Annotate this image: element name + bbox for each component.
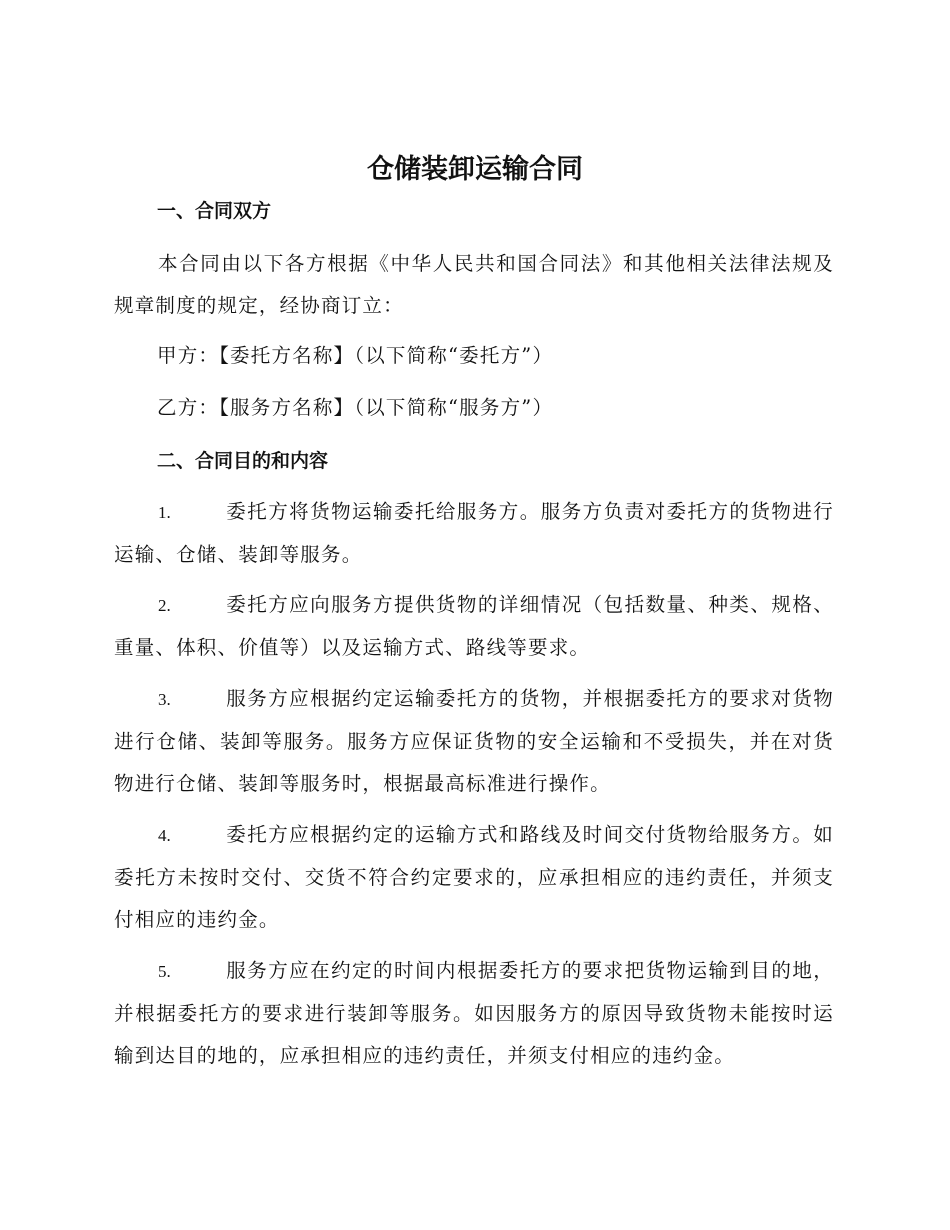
clause-number: 3. [158,690,171,709]
clause-number: 1. [158,503,171,522]
clause-text: 服务方应根据约定运输委托方的货物，并根据委托方的要求对货物进行仓储、装卸等服务。服务方应保证货物的安全运输和不受损失，并在对货物进行仓储、装卸等服务时，根据最高标准进行操作。 [114,687,834,795]
clause-text: 委托方应向服务方提供货物的详细情况（包括数量、种类、规格、重量、体积、价值等）以及运输方式、路线等要求。 [114,593,834,659]
clause-item [114,491,834,576]
section-heading-parties: 一、合同双方 [157,200,272,222]
party-a-line: 甲方：【委托方名称】（以下简称“委托方”） [157,344,554,367]
clause-text: 委托方应根据约定的运输方式和路线及时间交付货物给服务方。如委托方未按时交付、交货不符合约定要求的，应承担相应的违约责任，并须支付相应的违约金。 [114,823,834,931]
clause-text: 服务方应在约定的时间内根据委托方的要求把货物运输到目的地，并根据委托方的要求进行装卸等服务。如因服务方的原因导致货物未能按时运输到达目的地的，应承担相应的违约责任，并须支付相应的违约金。 [114,959,834,1067]
clause-item [114,584,834,669]
clause-item [114,814,834,941]
party-b-line: 乙方：【服务方名称】（以下简称“服务方”） [157,396,554,419]
clause-number: 2. [158,596,171,615]
clause-number: 5. [158,962,171,981]
intro-paragraph: 本合同由以下各方根据《中华人民共和国合同法》和其他相关法律法规及规章制度的规定，经协商订立： [114,252,834,317]
clause-number: 4. [158,826,171,845]
clause-item [114,678,834,805]
document-title: 仓储装卸运输合同 [367,154,583,185]
clause-text: 委托方将货物运输委托给服务方。服务方负责对委托方的货物进行运输、仓储、装卸等服务。 [114,500,834,566]
section-heading-purpose: 二、合同目的和内容 [157,450,329,472]
clause-item [114,950,834,1077]
